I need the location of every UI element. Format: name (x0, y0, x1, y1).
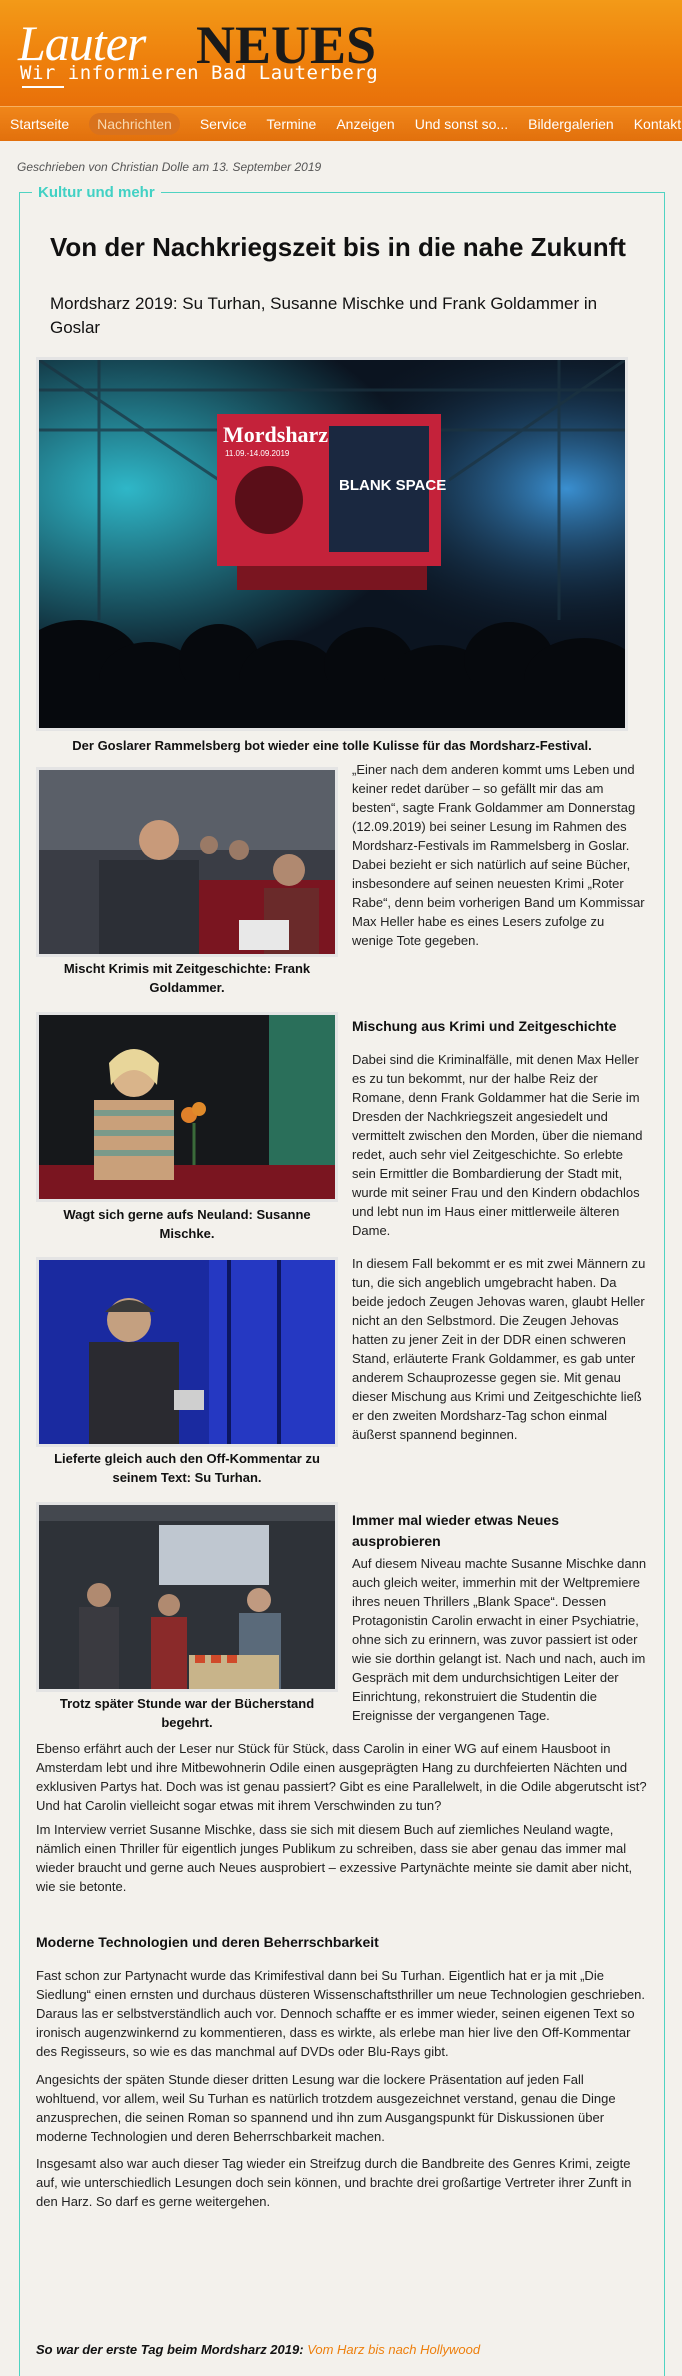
heading-neues-ausprobieren: Immer mal wieder etwas Neues ausprobieren (352, 1512, 559, 1549)
photo-buecherstand-caption: Trotz später Stunde war der Bücherstand begehrt. (59, 1696, 315, 1730)
article-subtitle: Mordsharz 2019: Su Turhan, Susanne Mischke und Frank Goldammer in Goslar (50, 294, 598, 337)
heading-krimi-zeitgeschichte: Mischung aus Krimi und Zeitgeschichte (352, 1018, 617, 1034)
footer-teaser-link[interactable]: Vom Harz bis nach Hollywood (307, 2342, 481, 2357)
nav-item-service[interactable]: Service (199, 116, 247, 132)
paragraph-6: Im Interview verriet Susanne Mischke, dass sie sich mit diesem Buch auf ziemliches Neuland wagte, nämlich einen Thriller für eigentlich junges Publikum zu schreiben, dass sie aber genau das immer mal wieder braucht und gerne auch Neues ausprobiert – exzessive Partynächte meinte sie damit aber nicht, wie sie betonte. (36, 1822, 633, 1894)
logo-tagline: Wir informieren Bad Lauterberg (20, 62, 379, 84)
nav-item-nachrichten[interactable] (79, 107, 190, 141)
nav-item-startseite[interactable]: Startseite (10, 116, 70, 132)
hero-screen-title: Mordsharz (223, 422, 329, 447)
nav-item-termine[interactable]: Termine (266, 116, 317, 132)
paragraph-7: Fast schon zur Partynacht wurde das Krimifestival dann bei Su Turhan. Eigentlich hat er ja mit „Die Siedlung“ einen ernsten und durchaus düsteren Wissenschaftsthriller um neue Technologien geschrieben. Daraus las er selbstverständlich auch vor. Dennoch schaffte er es immer wieder, seinen eigenen Text so ironisch augenzwinkernd zu kommentieren, dass es wirkte, als erlebe man hier live den Off-Kommentar des Regisseurs, so wie es das manchmal auf DVDs oder Blu-Rays gibt. (36, 1968, 645, 2059)
nav-item-und-sonst-so[interactable]: Und sonst so... (414, 116, 509, 132)
hero-screen-dates: 11.09.-14.09.2019 (225, 449, 290, 458)
heading-moderne-technologien: Moderne Technologien und deren Beherrschbarkeit (36, 1934, 379, 1950)
photo-turhan-image (39, 1260, 335, 1444)
nav-item-anzeigen[interactable]: Anzeigen (336, 116, 395, 132)
photo-buecherstand[interactable] (36, 1502, 338, 1692)
hero-caption: Der Goslarer Rammelsberg bot wieder eine tolle Kulisse für das Mordsharz-Festival. (72, 738, 592, 753)
photo-turhan[interactable] (36, 1257, 338, 1447)
nav-item-kontakt[interactable]: Kontakt (633, 116, 682, 132)
paragraph-4: Auf diesem Niveau machte Susanne Mischke dann auch gleich weiter, immerhin mit der Weltpremiere ihres neuen Thrillers „Blank Space“. Dessen Protagonistin Carolin erwacht in einer Psychiatrie, ohne sich zu erinnern, was zuvor passiert ist oder wie sie dorthin gelangt ist. Nach und nach, auch im Gespräch mit dem undurchsichtigen Leiter der Einrichtung, rekonstruiert die Studentin die Ereignisse der vergangenen Tage. (352, 1556, 647, 1723)
article-title: Von der Nachkriegszeit bis in die nahe Zukunft (50, 232, 626, 262)
paragraph-9: Insgesamt also war auch dieser Tag wieder ein Streifzug durch die Bandbreite des Genres Krimi, zeigte auf, wie unterschiedlich Lesungen doch sein können, und brachte drei großartige Vertreter ihrer Zunft in den Harz. So darf es gerne weitergehen. (36, 2156, 632, 2209)
article-byline: Geschrieben von Christian Dolle am 13. September 2019 (17, 160, 322, 174)
photo-mischke-image (39, 1015, 335, 1199)
paragraph-3: In diesem Fall bekommt er es mit zwei Männern zu tun, die sich angeblich umgebracht haben. Da beide jedoch Zeugen Jehovas waren, glaubt Heller nicht an den Selbstmord. Die Zeugen Jehovas hatten zu jener Zeit in der DDR einen schweren Stand, erläuterte Frank Goldammer, es gab unter anderem Schauprozesse gegen sie. Mit genau dieser Mischung aus Krimi und Zeitgeschichte ließ er den zweiten Mordsharz-Tag schon einmal äußerst spannend beginnen. (352, 1256, 646, 1442)
photo-turhan-caption: Lieferte gleich auch den Off-Kommentar zu seinem Text: Su Turhan. (54, 1451, 320, 1485)
hero-photo[interactable] (36, 357, 628, 731)
paragraph-2: Dabei sind die Kriminalfälle, mit denen Max Heller es zu tun bekommt, nur der halbe Reiz der Romane, denn Frank Goldammer hat die Serie im Dresden der Nachkriegszeit angesiedelt und vermittelt zwischen den Morden, über die niemand redet, auch sehr viel Zeitgeschichte. So erlebte sein Ermittler die Bombardierung der Stadt mit, wurde mit seiner Frau und den Kindern obdachlos und lebt nun im Haus einer mittlerweile älteren Dame. (352, 1052, 643, 1238)
logo-lauter[interactable]: Lauter (18, 15, 146, 71)
logo-neues[interactable]: NEUES (196, 15, 377, 75)
footer-teaser (36, 2340, 648, 2359)
tagline-underline (22, 86, 64, 88)
photo-goldammer-caption: Mischt Krimis mit Zeitgeschichte: Frank Goldammer. (63, 961, 311, 995)
main-nav (0, 106, 682, 141)
nav-item-bildergalerien[interactable]: Bildergalerien (528, 116, 614, 132)
paragraph-5: Ebenso erfährt auch der Leser nur Stück für Stück, dass Carolin in einer WG auf einem Hausboot in Amsterdam lebt und ihre Mitbewohnerin Odile einen ausgeprägten Hang zu durchfeierten Nächten und exklusiven Partys hat. Doch was ist genau passiert? Gibt es eine Parallelwelt, in die Odile abgerutscht ist? Und hat Carolin vielleicht sogar etwas mit ihrem Verschwinden zu tun? (36, 1741, 647, 1813)
footer-teaser-prefix: So war der erste Tag beim Mordsharz 2019: (36, 2342, 304, 2357)
photo-mischke-caption: Wagt sich gerne aufs Neuland: Susanne Mischke. (63, 1207, 311, 1241)
paragraph-8: Angesichts der späten Stunde dieser dritten Lesung war die lockere Präsentation auf jeden Fall wohltuend, vor allem, weil Su Turhan es natürlich trotzdem ausgezeichnet verstand, genau die Dinge anzusprechen, die seinen Roman so spannend und ihn zum Ausgangspunkt für Diskussionen über moderne Technologien und deren Beherrschbarkeit machen. (36, 2072, 616, 2144)
section-label[interactable]: Kultur und mehr (32, 184, 161, 201)
photo-goldammer[interactable] (36, 767, 338, 957)
photo-goldammer-image (39, 770, 335, 954)
photo-mischke[interactable] (36, 1012, 338, 1202)
hero-screen-book: BLANK SPACE (339, 477, 447, 494)
photo-buecherstand-image (39, 1505, 335, 1689)
site-header (0, 0, 682, 106)
paragraph-1: „Einer nach dem anderen kommt ums Leben und keiner redet darüber – so gefällt mir das am besten“, sagte Frank Goldammer am Donnerstag (12.09.2019) bei seiner Lesung im Rahmen des Mordsharz-Festivals im Rammelsberg in Goslar. Dabei bezieht er sich natürlich auf seine Bücher, insbesondere auf seinen neuesten Krimi „Roter Rabe“, denn beim vorherigen Band um Kommissar Max Heller habe es eines Lesers zufolge zu wenige Tote gegeben. (352, 762, 645, 948)
nav-item-nachrichten-label: Nachrichten (89, 113, 180, 135)
hero-photo-image (39, 360, 625, 728)
